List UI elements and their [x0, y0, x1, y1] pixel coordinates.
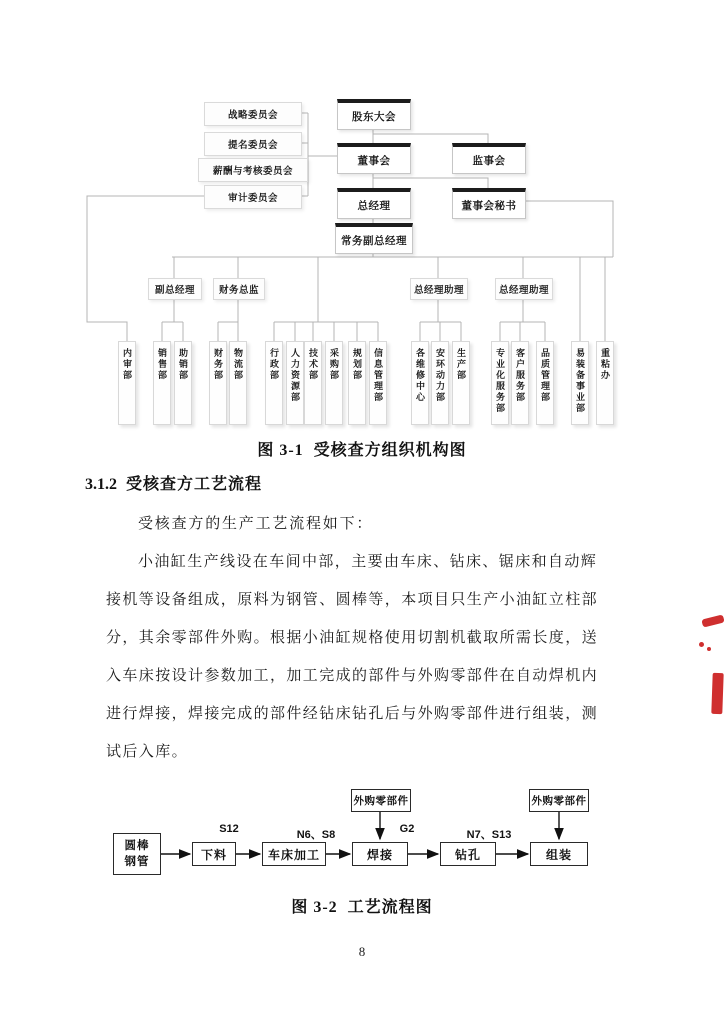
flow-step-box: 钻孔: [440, 842, 496, 866]
org-committee-node: 提名委员会: [204, 132, 302, 156]
process-flow-figure: [90, 783, 670, 888]
figure-3-1-caption: [0, 437, 724, 460]
flow-step-box: 组装: [530, 842, 588, 866]
flow-step-box: 下料: [192, 842, 236, 866]
org-executive-node: 董事会秘书: [452, 188, 526, 219]
section-title: 受核查方工艺流程: [126, 476, 263, 493]
section-heading: [85, 471, 262, 494]
figure-3-2-title: 工艺流程图: [347, 899, 433, 916]
red-annotation-dot: [699, 642, 704, 647]
flow-step-box: 车床加工: [262, 842, 326, 866]
flow-material-line: 圆棒: [124, 840, 150, 852]
org-department-node: 生产部: [452, 341, 470, 425]
page-number: 8: [358, 944, 366, 959]
org-department-node: 重粘办: [596, 341, 614, 425]
body-text-line: 进行焊接，焊接完成的部件经钻床钻孔后与外购零部件进行组装，测: [106, 706, 599, 722]
flow-emission-label: S12: [219, 823, 239, 835]
figure-3-2-caption: [0, 894, 724, 917]
red-annotation-mark: [711, 673, 723, 714]
flow-emission-label: G2: [399, 823, 415, 835]
figure-3-2-label: 图 3-2: [291, 899, 338, 916]
body-text-line: 接机等设备组成，原料为钢管、圆棒等，本项目只生产小油缸立柱部: [106, 592, 599, 608]
org-department-node: 助销部: [174, 341, 192, 425]
org-committee-node: 薪酬与考核委员会: [198, 158, 308, 182]
org-department-node: 各维修中心: [411, 341, 429, 425]
org-department-node: 品质管理部: [536, 341, 554, 425]
org-department-node: 信息管理部: [369, 341, 387, 425]
flow-purchased-parts-box: 外购零部件: [351, 789, 411, 812]
org-department-node: 人力资源部: [286, 341, 304, 425]
org-manager-node: 总经理助理: [410, 278, 468, 300]
red-annotation-mark: [701, 614, 724, 627]
org-executive-node: 总经理: [337, 188, 411, 219]
org-executive-node: 常务副总经理: [335, 223, 413, 254]
flow-emission-label: N7、S13: [466, 829, 512, 841]
org-department-node: 技术部: [304, 341, 322, 425]
body-text-line: 入车床按设计参数加工，加工完成的部件与外购零部件在自动焊机内: [106, 668, 599, 684]
org-department-node: 客户服务部: [511, 341, 529, 425]
org-executive-node: 股东大会: [337, 99, 411, 130]
body-paragraph: [106, 543, 606, 771]
org-chart-figure: [80, 95, 680, 441]
org-department-node: 专业化服务部: [491, 341, 509, 425]
org-department-node: 易装备事业部: [571, 341, 589, 425]
org-department-node: 安环动力部: [431, 341, 449, 425]
org-department-node: 财务部: [209, 341, 227, 425]
org-committee-node: 战略委员会: [204, 102, 302, 126]
body-text-line: 小油缸生产线设在车间中部，主要由车床、钻床、锯床和自动辉: [138, 554, 598, 570]
org-executive-node: 监事会: [452, 143, 526, 174]
org-committee-node: 审计委员会: [204, 185, 302, 209]
red-annotation-dot: [707, 647, 711, 651]
org-department-node: 内审部: [118, 341, 136, 425]
body-text-line: 试后入库。: [106, 744, 189, 760]
body-text-line: 分，其余零部件外购。根据小油缸规格使用切割机截取所需长度，送: [106, 630, 599, 646]
flow-material-box: [113, 833, 161, 875]
flow-step-box: 焊接: [352, 842, 408, 866]
figure-3-1-label: 图 3-1: [257, 442, 304, 459]
org-department-node: 行政部: [265, 341, 283, 425]
org-department-node: 物流部: [229, 341, 247, 425]
section-number: 3.1.2: [85, 476, 117, 493]
figure-3-1-title: 受核查方组织机构图: [313, 442, 467, 459]
org-department-node: 采购部: [325, 341, 343, 425]
flow-purchased-parts-box: 外购零部件: [529, 789, 589, 812]
org-manager-node: 总经理助理: [495, 278, 553, 300]
intro-paragraph: 受核查方的生产工艺流程如下：: [138, 516, 374, 532]
org-manager-node: 财务总监: [213, 278, 265, 300]
org-manager-node: 副总经理: [148, 278, 202, 300]
org-department-node: 销售部: [153, 341, 171, 425]
org-executive-node: 董事会: [337, 143, 411, 174]
flow-material-line: 钢管: [124, 856, 150, 868]
org-department-node: 规划部: [348, 341, 366, 425]
flow-emission-label: N6、S8: [296, 829, 336, 841]
